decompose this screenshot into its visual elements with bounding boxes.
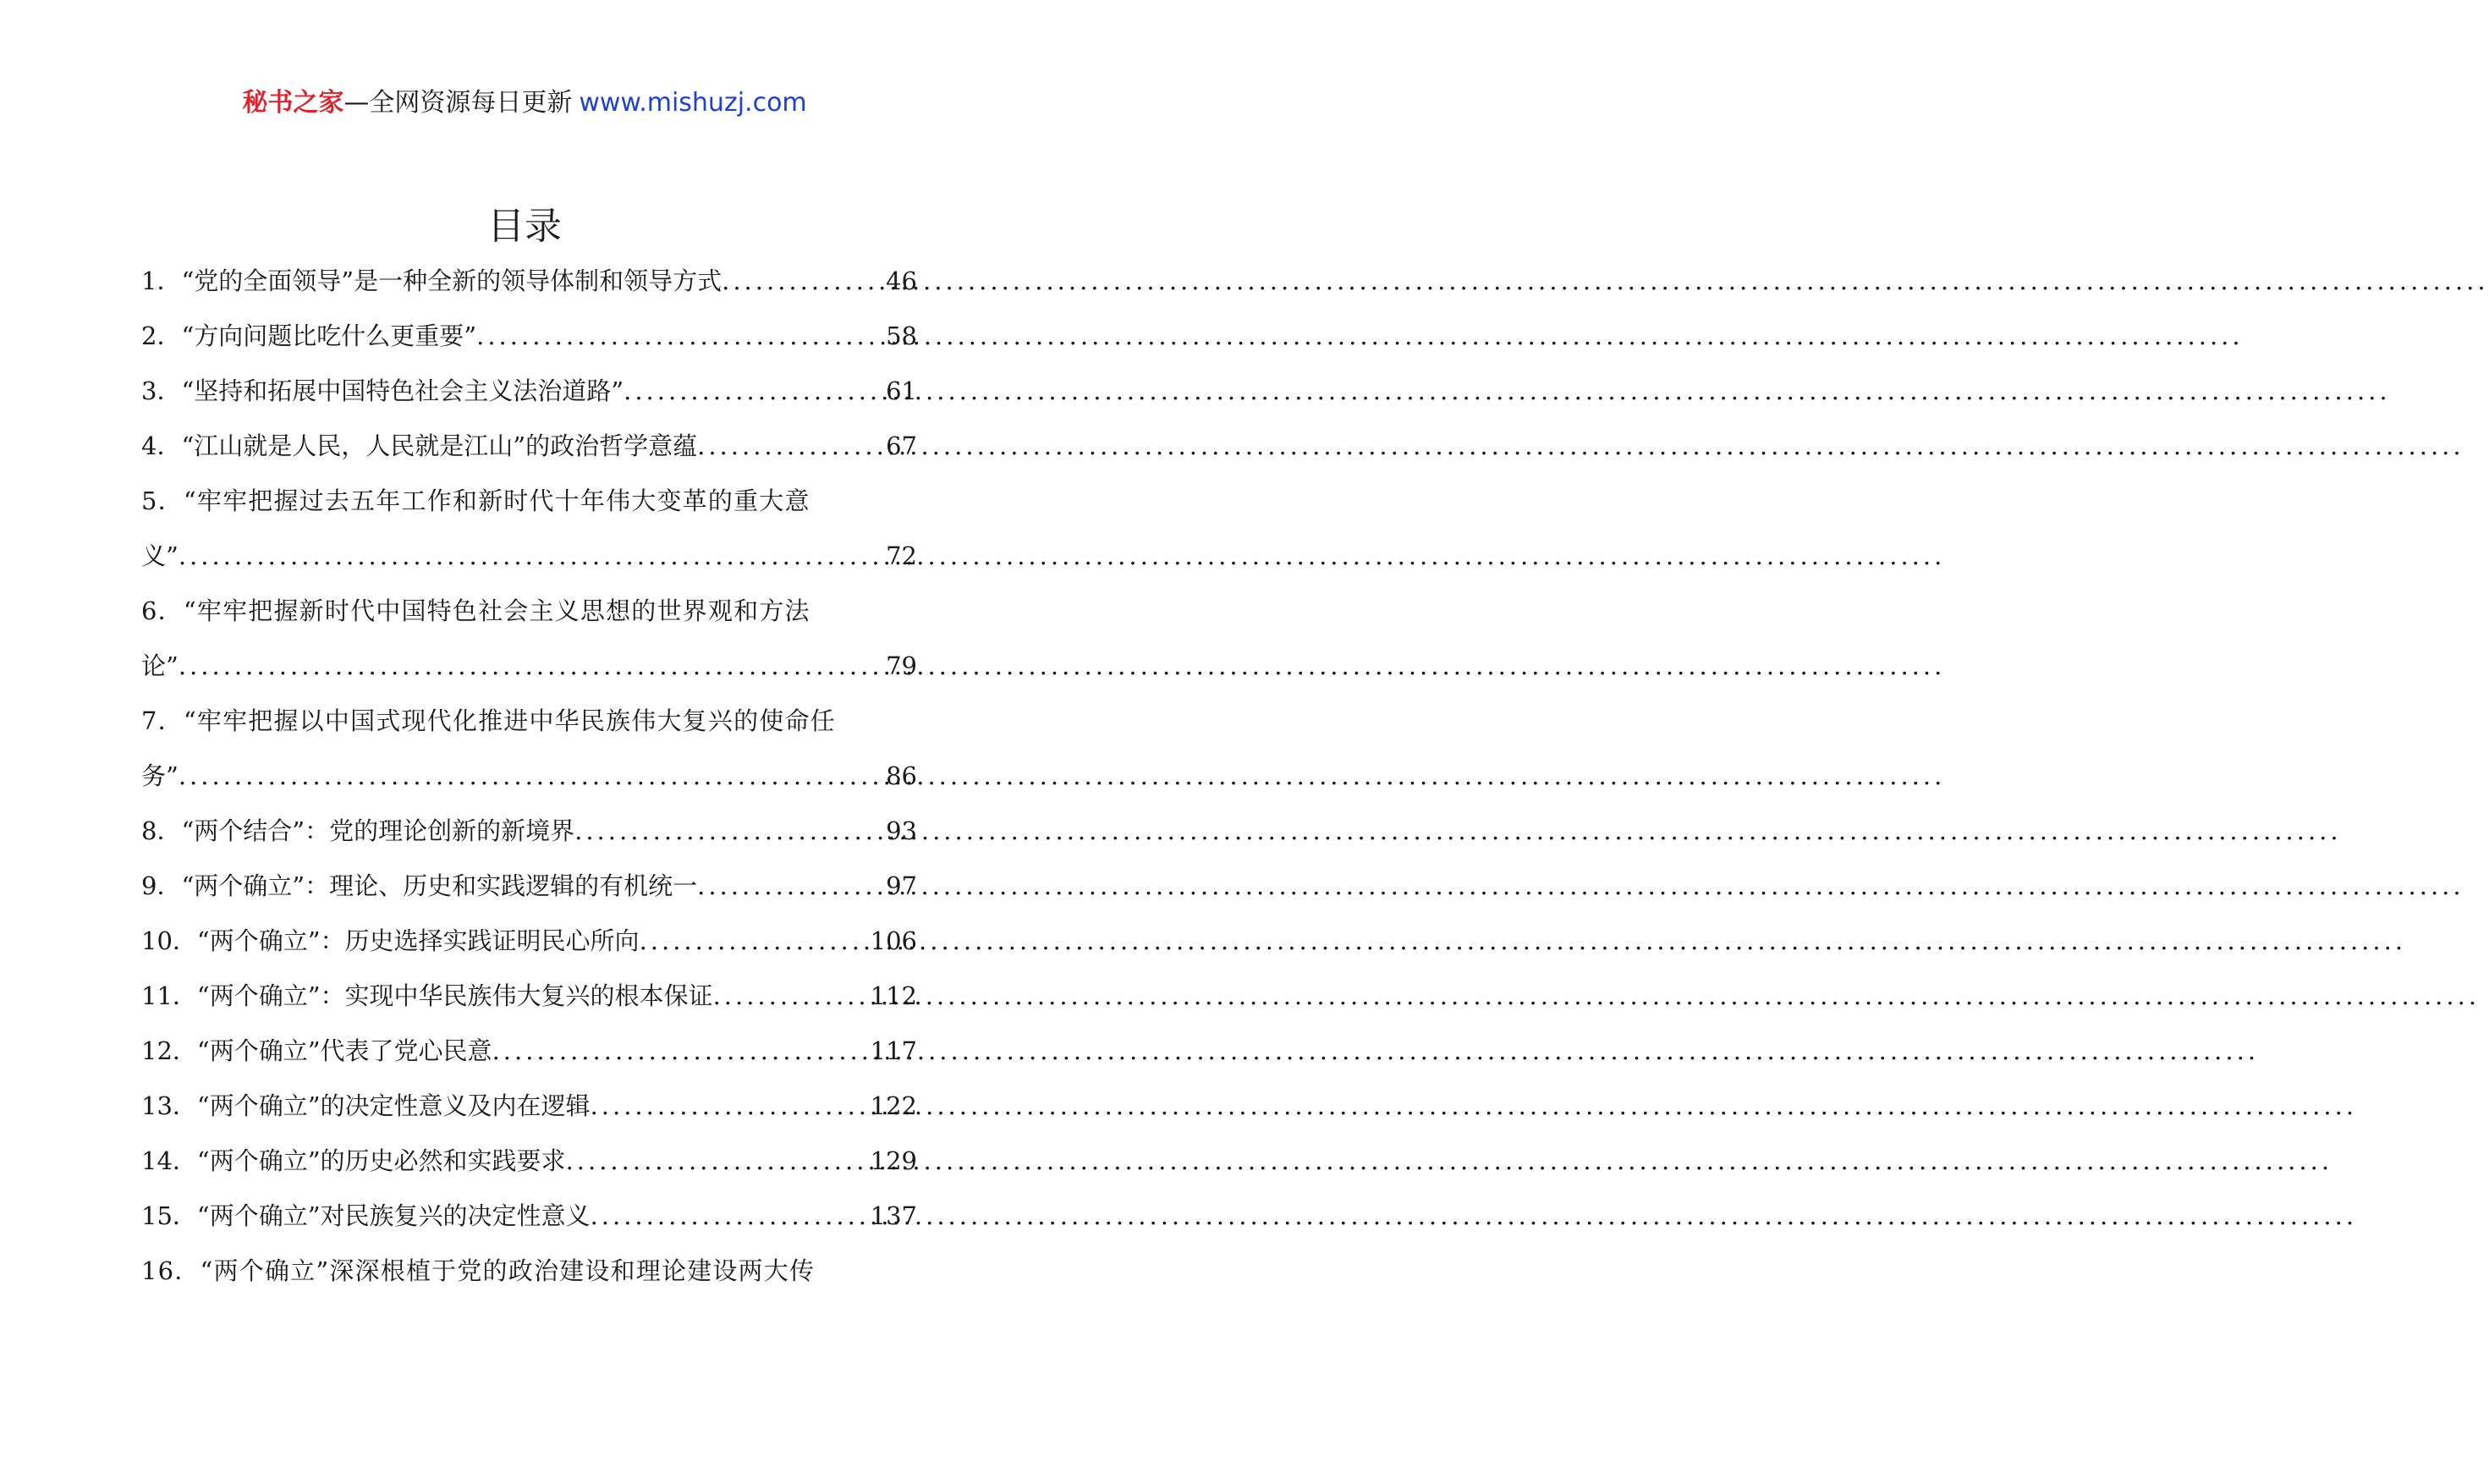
toc-entry-3[interactable] [141,364,917,419]
toc-leader-dots [566,1134,869,1189]
toc-leader-dots [697,419,884,474]
toc-entry-title: 14．“两个确立”的历史必然和实践要求 [141,1146,566,1175]
toc-entry-title: 10．“两个确立”：历史选择实践证明民心所向 [141,926,640,955]
toc-page-number: 67 [886,431,917,460]
toc-page-number: 58 [886,322,917,350]
toc-entry-14[interactable] [141,1134,917,1189]
table-of-contents [141,254,917,1299]
toc-entry-5[interactable] [141,474,917,529]
toc-entry-title: 12．“两个确立”代表了党心民意 [141,1036,492,1065]
toc-leader-dots [179,529,884,584]
toc-leader-dots [591,1189,869,1244]
toc-entry-title: 13．“两个确立”的决定性意义及内在逻辑 [141,1091,591,1120]
toc-leader-dots [179,639,884,694]
toc-entry-12[interactable] [141,1024,917,1079]
toc-page-number: 79 [886,651,917,680]
toc-page-number: 61 [886,376,917,405]
toc-entry-title: 16．“两个确立”深深根植于党的政治建设和理论建设两大传 [141,1256,816,1285]
page-title: 目录 [487,205,562,248]
toc-entry-title: 2．“方向问题比吃什么更重要” [141,322,477,350]
toc-entry-title: 1．“党的全面领导”是一种全新的领导体制和领导方式 [141,267,723,295]
toc-page-number: 122 [870,1091,917,1120]
toc-entry-8[interactable] [141,804,917,859]
toc-leader-dots [697,859,884,914]
toc-entry-2[interactable] [141,309,917,364]
toc-entry-title: 3．“坚持和拓展中国特色社会主义法治道路” [141,376,624,405]
toc-page-number: 86 [886,761,917,790]
toc-entry-15[interactable] [141,1189,917,1244]
toc-entry-title-continued: 义” [141,541,179,570]
toc-entry-9[interactable] [141,859,917,914]
toc-page-number: 46 [886,267,917,295]
toc-entry-title: 4．“江山就是人民，人民就是江山”的政治哲学意蕴 [141,431,698,460]
toc-page-number: 129 [870,1146,917,1175]
toc-leader-dots [492,1024,869,1079]
toc-leader-dots [722,254,884,309]
brand-name: 秘书之家 [242,88,344,118]
toc-entry-4[interactable] [141,419,917,474]
toc-leader-dots [591,1079,869,1134]
toc-page-number: 137 [870,1201,917,1230]
toc-entry-11[interactable] [141,969,917,1024]
toc-page-number: 97 [886,871,917,900]
toc-entry-title: 15．“两个确立”对民族复兴的决定性意义 [141,1201,591,1230]
site-header [0,85,1049,122]
toc-leader-dots [476,309,884,364]
toc-entry-title: 5．“牢牢把握过去五年工作和新时代十年伟大变革的重大意 [141,486,810,515]
toc-entry-title: 6．“牢牢把握新时代中国特色社会主义思想的世界观和方法 [141,596,810,625]
toc-entry-title-continued: 务” [141,761,179,790]
toc-entry-16[interactable] [141,1244,917,1299]
toc-leader-dots [574,804,884,859]
toc-leader-dots [624,364,884,419]
toc-leader-dots [179,749,884,804]
toc-entry-10[interactable] [141,914,917,969]
toc-page-number: 112 [870,981,917,1010]
toc-entry-7-continued[interactable] [141,749,917,804]
toc-entry-title: 8．“两个结合”：党的理论创新的新境界 [141,816,575,845]
toc-page-number: 117 [870,1036,917,1065]
toc-entry-5-continued[interactable] [141,529,917,584]
toc-entry-7[interactable] [141,694,917,749]
toc-entry-1[interactable] [141,254,917,309]
toc-page-number: 72 [886,541,917,570]
toc-entry-13[interactable] [141,1079,917,1134]
toc-entry-title-continued: 论” [141,651,179,680]
toc-leader-dots [640,914,869,969]
toc-entry-6-continued[interactable] [141,639,917,694]
header-tagline: —全网资源每日更新 [343,88,573,118]
toc-entry-title: 7．“牢牢把握以中国式现代化推进中华民族伟大复兴的使命任 [141,706,836,735]
toc-entry-title: 11．“两个确立”：实现中华民族伟大复兴的根本保证 [141,981,713,1010]
site-url-link[interactable]: www.mishuzj.com [579,88,807,118]
toc-entry-title: 9．“两个确立”：理论、历史和实践逻辑的有机统一 [141,871,698,900]
toc-page-number: 93 [886,816,917,845]
toc-page-number: 106 [870,926,917,955]
toc-entry-6[interactable] [141,584,917,639]
toc-leader-dots [713,969,869,1024]
